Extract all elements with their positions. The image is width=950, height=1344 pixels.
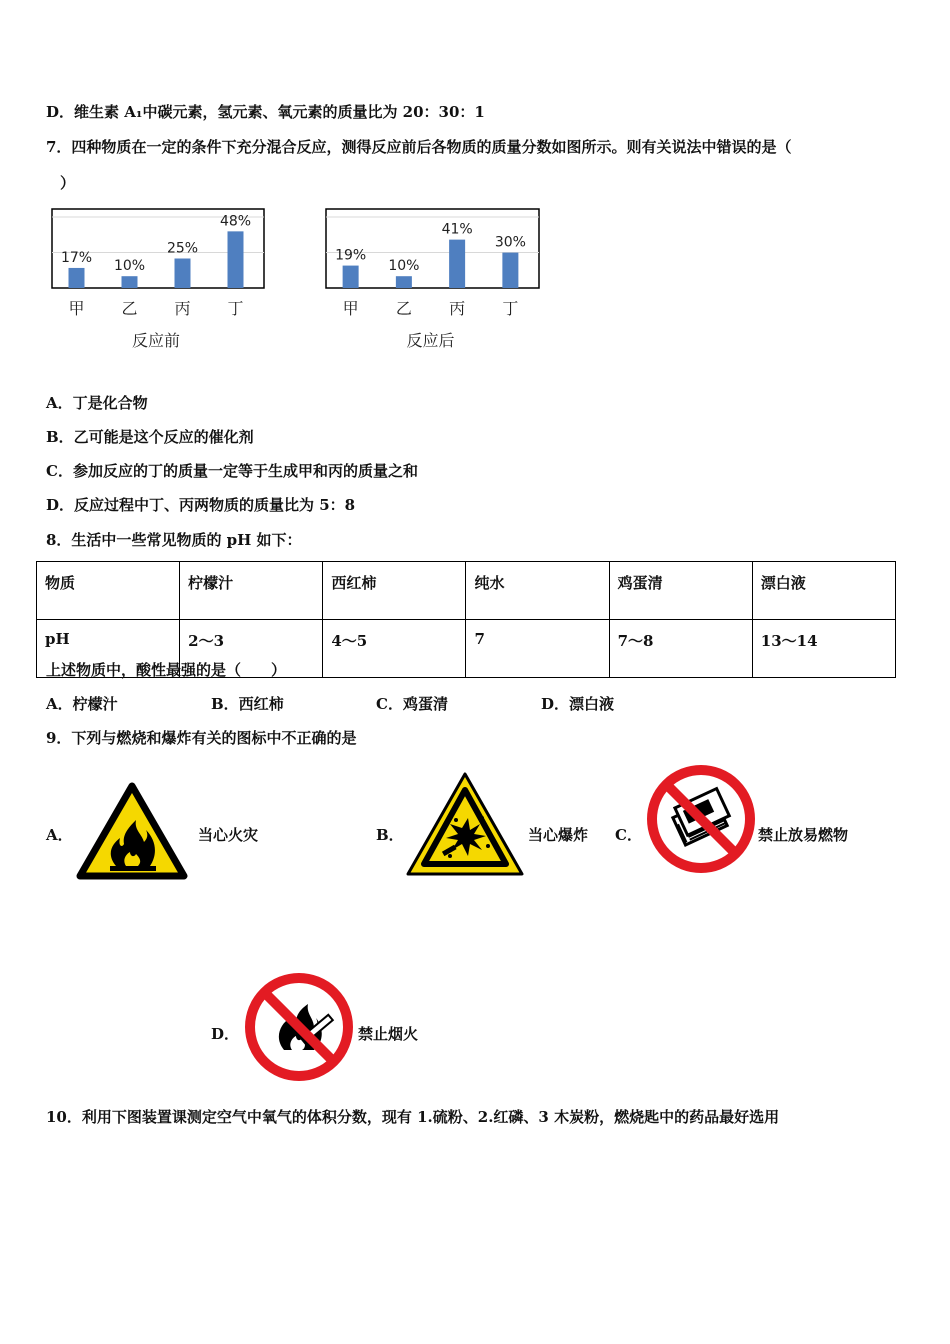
q8-option-d: D．漂白液 — [541, 695, 615, 713]
chart-after — [320, 205, 560, 365]
bar-value-label: 41% — [441, 221, 473, 238]
sign-d-caption: 禁止烟火 — [358, 1025, 419, 1043]
no-fire-icon — [244, 972, 354, 1086]
q9-option-b-letter: B． — [376, 826, 404, 844]
table-cell: 7 — [466, 620, 609, 678]
bar-乙 — [122, 276, 138, 288]
category-label: 丁 — [227, 299, 244, 318]
chart-title: 反应前 — [131, 331, 181, 350]
no-flammables-icon — [646, 764, 756, 878]
table-cell: 2～3 — [180, 620, 323, 678]
chart-before — [46, 205, 286, 365]
category-label: 丙 — [174, 299, 191, 318]
category-label: 丁 — [502, 299, 519, 318]
q8-option-a: A．柠檬汁 — [46, 695, 118, 713]
bar-丙 — [449, 240, 465, 288]
table-cell: 13～14 — [752, 620, 895, 678]
q9-option-d-letter: D． — [211, 1025, 240, 1043]
chart-title: 反应后 — [406, 331, 455, 350]
bar-甲 — [69, 268, 85, 288]
bar-value-label: 19% — [335, 247, 367, 264]
ph-table-header-row — [37, 562, 896, 620]
table-cell: 鸡蛋清 — [609, 562, 752, 620]
q7-stem: 7．四种物质在一定的条件下充分混合反应，测得反应前后各物质的质量分数如图所示。则有关说法中错误的是（ — [46, 138, 792, 156]
table-cell: pH — [37, 620, 180, 678]
table-cell: 7～8 — [609, 620, 752, 678]
sign-b-caption: 当心爆炸 — [528, 826, 589, 844]
q7-stem-close: ） — [60, 174, 76, 192]
category-label: 甲 — [68, 299, 85, 318]
bar-甲 — [343, 266, 359, 288]
category-label: 乙 — [395, 299, 412, 318]
q9-stem: 9．下列与燃烧和爆炸有关的图标中不正确的是 — [46, 729, 357, 747]
bar-乙 — [396, 276, 412, 288]
bar-value-label: 17% — [60, 249, 93, 266]
bar-chart-svg — [320, 205, 560, 365]
category-label: 丙 — [449, 299, 466, 318]
q9-option-a-letter: A． — [46, 826, 73, 844]
bar-chart-svg — [46, 205, 286, 365]
table-cell: 物质 — [37, 562, 180, 620]
q6-option-d: D．维生素 A₁中碳元素，氢元素、氧元素的质量比为 20：30：1 — [46, 103, 485, 121]
table-cell: 西红柿 — [323, 562, 466, 620]
bar-value-label: 10% — [113, 258, 146, 275]
bar-value-label: 25% — [166, 240, 199, 257]
q7-option-a: A．丁是化合物 — [46, 394, 148, 412]
q7-option-c: C．参加反应的丁的质量一定等于生成甲和丙的质量之和 — [46, 462, 418, 480]
q7-option-b: B．乙可能是这个反应的催化剂 — [46, 428, 254, 446]
q7-option-d: D．反应过程中丁、丙两物质的质量比为 5：8 — [46, 496, 356, 514]
explosion-warning-icon — [404, 770, 526, 882]
bar-value-label: 30% — [494, 234, 526, 251]
category-label: 乙 — [121, 299, 138, 318]
q8-option-c: C．鸡蛋清 — [376, 695, 448, 713]
bar-丙 — [175, 259, 191, 289]
table-cell: 漂白液 — [752, 562, 895, 620]
q8-option-b: B．西红柿 — [211, 695, 284, 713]
bar-value-label: 10% — [388, 258, 420, 275]
sign-a-caption: 当心火灾 — [198, 826, 259, 844]
sign-c-caption: 禁止放易燃物 — [758, 826, 849, 844]
q10-stem: 10．利用下图装置课测定空气中氧气的体积分数，现有 1.硫粉、2.红磷、3 木炭粉，燃烧匙中的药品最好选用 — [46, 1108, 780, 1126]
bar-丁 — [228, 231, 244, 288]
q8-question: 上述物质中，酸性最强的是（ ） — [46, 661, 287, 679]
table-cell: 纯水 — [466, 562, 609, 620]
category-label: 甲 — [342, 299, 359, 318]
q8-stem: 8．生活中一些常见物质的 pH 如下： — [46, 531, 302, 549]
table-cell: 4～5 — [323, 620, 466, 678]
q9-option-c-letter: C． — [615, 826, 642, 844]
fire-warning-icon — [76, 782, 188, 884]
bar-丁 — [502, 253, 518, 288]
bar-value-label: 48% — [219, 213, 252, 230]
table-cell: 柠檬汁 — [180, 562, 323, 620]
